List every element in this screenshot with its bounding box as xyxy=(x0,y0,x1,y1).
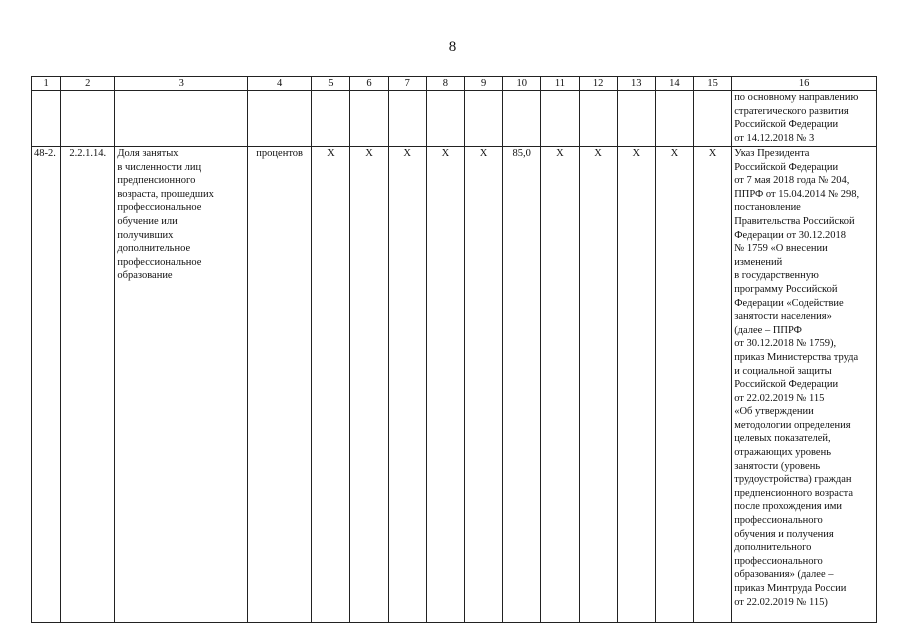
column-header: 3 xyxy=(115,77,248,91)
indicator-line: получивших xyxy=(117,229,174,241)
value-cell: 85,0 xyxy=(503,147,541,623)
source-line: программу Российской xyxy=(734,283,838,295)
source-line: Российской Федерации xyxy=(734,161,839,173)
column-header: 14 xyxy=(655,77,693,91)
source-line: по основному направлению xyxy=(734,92,859,103)
source-line: приказ Минтруда России xyxy=(734,583,847,594)
indicator-line: обучение или xyxy=(117,215,178,227)
source-line: профессионального xyxy=(734,555,823,567)
source-line: методологии определения xyxy=(734,419,851,431)
empty-cell xyxy=(617,91,655,147)
source-line: Российской Федерации xyxy=(734,119,839,131)
empty-cell xyxy=(694,91,732,147)
column-header: 1 xyxy=(32,77,61,91)
value-cell: Х xyxy=(350,147,388,623)
column-header: 9 xyxy=(464,77,502,91)
column-header: 15 xyxy=(694,77,732,91)
column-header: 7 xyxy=(388,77,426,91)
indicator-line: профессиональное xyxy=(117,256,202,268)
column-header: 5 xyxy=(312,77,350,91)
source-line: постановление xyxy=(734,202,801,214)
source-line: Российской Федерации xyxy=(734,379,839,391)
column-header: 12 xyxy=(579,77,617,91)
value-cell: Х xyxy=(464,147,502,623)
source-line: от 14.12.2018 № 3 xyxy=(734,132,815,144)
source-line: и социальной защиты xyxy=(734,365,832,377)
indicator-name xyxy=(115,147,248,623)
column-number-row xyxy=(32,77,877,91)
indicator-row xyxy=(32,147,877,623)
source-line: Федерации от 30.12.2018 xyxy=(734,229,846,241)
source-line: занятости (уровень xyxy=(734,460,821,472)
source-line: ППРФ от 15.04.2014 № 298, xyxy=(734,188,860,200)
source-line: стратегического развития xyxy=(734,105,849,117)
source-line: отражающих уровень xyxy=(734,447,831,459)
row-number: 48-2. xyxy=(32,147,61,623)
unit-cell: процентов xyxy=(248,147,312,623)
source-line: приказ Министерства труда xyxy=(734,351,859,363)
source-line: обучения и получения xyxy=(734,528,834,540)
source-line: в государственную xyxy=(734,270,819,282)
empty-cell xyxy=(32,91,61,147)
indicator-line: предпенсионного xyxy=(117,175,196,187)
empty-cell xyxy=(655,91,693,147)
column-header: 10 xyxy=(503,77,541,91)
source-line: дополнительного xyxy=(734,542,812,554)
source-line: Правительства Российской xyxy=(734,215,855,227)
empty-cell xyxy=(503,91,541,147)
indicator-line: профессиональное xyxy=(117,202,202,214)
column-header: 8 xyxy=(426,77,464,91)
empty-cell xyxy=(350,91,388,147)
indicator-line: в численности лиц xyxy=(117,161,202,173)
column-header: 16 xyxy=(732,77,877,91)
indicator-line: Доля занятых xyxy=(117,148,179,159)
source-line: профессионального xyxy=(734,515,823,527)
row-code: 2.2.1.14. xyxy=(61,147,115,623)
page-number: 8 xyxy=(448,39,457,55)
value-cell: Х xyxy=(617,147,655,623)
value-cell: Х xyxy=(426,147,464,623)
source-cell xyxy=(732,147,877,623)
value-cell: Х xyxy=(541,147,579,623)
source-line: трудоустройства) граждан xyxy=(734,474,852,486)
value-cell: Х xyxy=(694,147,732,623)
indicator-line: возраста, прошедших xyxy=(117,188,214,200)
empty-cell xyxy=(115,91,248,147)
empty-cell xyxy=(426,91,464,147)
source-line: от 7 мая 2018 года № 204, xyxy=(734,175,850,187)
source-line: предпенсионного возраста xyxy=(734,487,853,499)
indicators-table xyxy=(31,76,877,623)
source-line: № 1759 «О внесении xyxy=(734,243,828,255)
empty-cell xyxy=(464,91,502,147)
column-header: 4 xyxy=(248,77,312,91)
empty-cell xyxy=(388,91,426,147)
indicator-line: образование xyxy=(117,270,173,282)
source-line: от 22.02.2019 № 115) xyxy=(734,596,828,608)
empty-cell xyxy=(312,91,350,147)
value-cell: Х xyxy=(312,147,350,623)
source-line: Указ Президента xyxy=(734,148,810,159)
source-line: от 22.02.2019 № 115 xyxy=(734,392,825,404)
source-line: (далее – ППРФ xyxy=(734,324,802,336)
value-cell: Х xyxy=(655,147,693,623)
empty-cell xyxy=(61,91,115,147)
value-cell: Х xyxy=(579,147,617,623)
source-line: от 30.12.2018 № 1759), xyxy=(734,338,837,350)
source-line: «Об утверждении xyxy=(734,406,814,418)
empty-cell xyxy=(248,91,312,147)
column-header: 11 xyxy=(541,77,579,91)
column-header: 2 xyxy=(61,77,115,91)
continuation-row xyxy=(32,91,877,147)
indicator-line: дополнительное xyxy=(117,243,191,255)
source-line: изменений xyxy=(734,256,783,268)
source-line: образования» (далее – xyxy=(734,569,834,581)
column-header: 13 xyxy=(617,77,655,91)
empty-cell xyxy=(541,91,579,147)
source-line: после прохождения ими xyxy=(734,501,843,513)
source-line: занятости населения» xyxy=(734,311,832,323)
empty-cell xyxy=(579,91,617,147)
column-header: 6 xyxy=(350,77,388,91)
source-line: Федерации «Содействие xyxy=(734,297,844,309)
source-line: целевых показателей, xyxy=(734,433,831,445)
value-cell: Х xyxy=(388,147,426,623)
continued-source-cell xyxy=(732,91,877,147)
